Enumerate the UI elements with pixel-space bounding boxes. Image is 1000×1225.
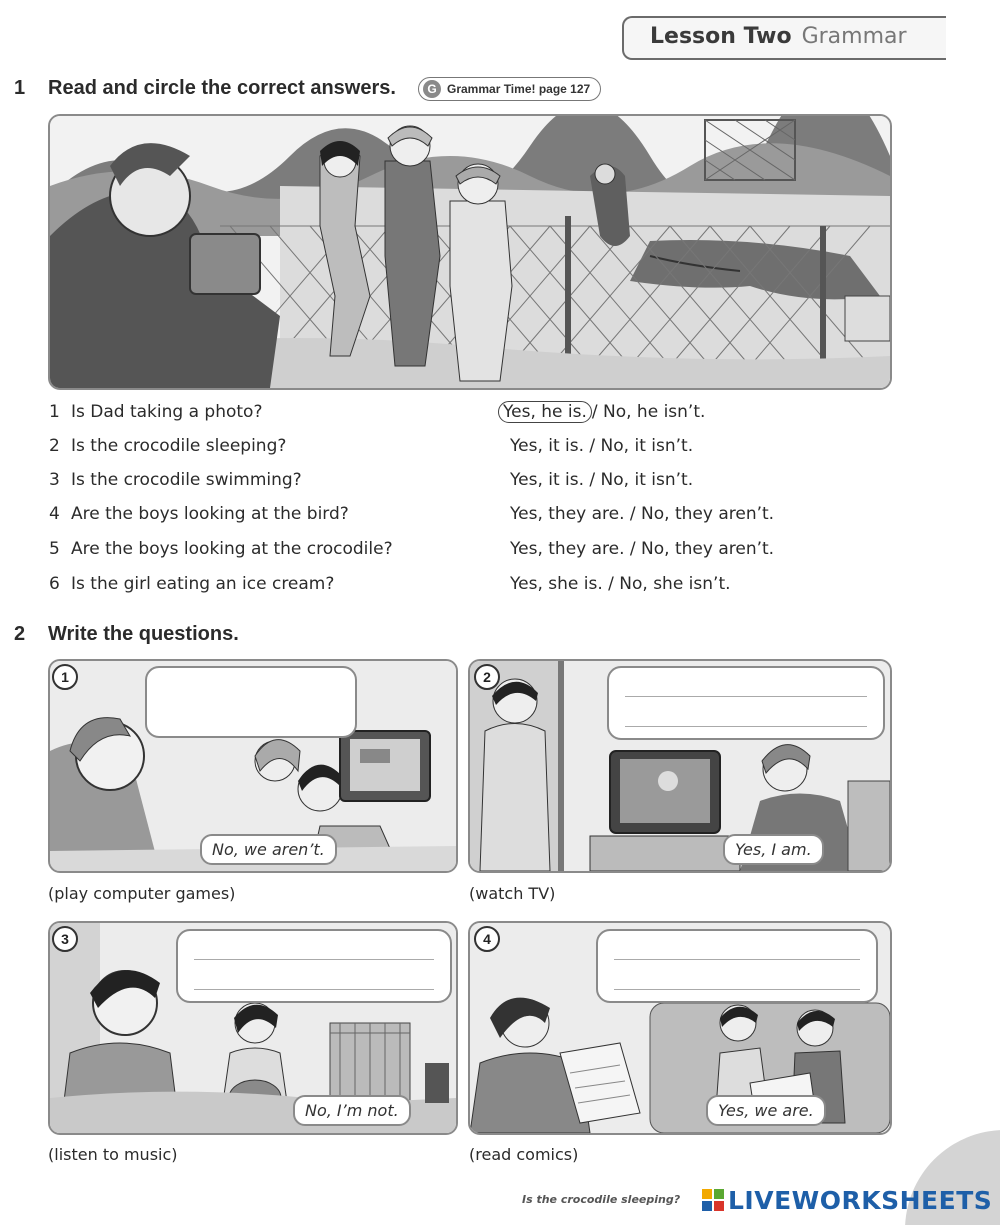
- answer-6[interactable]: Yes, she is. / No, she isn’t.: [510, 574, 731, 594]
- question-6: [49, 574, 334, 594]
- zoo-scene-drawing: [50, 116, 890, 388]
- answer-1[interactable]: [503, 402, 706, 422]
- question-text: Is the girl eating an ice cream?: [71, 574, 335, 594]
- picture-3-speech-bubble[interactable]: [176, 929, 452, 1003]
- picture-4-number: 4: [474, 926, 500, 952]
- question-text: Is Dad taking a photo?: [71, 402, 263, 422]
- question-4: [49, 504, 349, 524]
- answer-writing-line: [194, 989, 434, 990]
- answer-option[interactable]: / No, he isn’t.: [591, 402, 706, 422]
- answer-3[interactable]: Yes, it is. / No, it isn’t.: [510, 470, 694, 490]
- picture-2-reply: Yes, I am.: [723, 834, 824, 865]
- exercise-2-number: 2: [14, 623, 26, 645]
- question-2: [49, 436, 286, 456]
- exercise-1-number: 1: [14, 77, 26, 99]
- picture-3-reply: No, I’m not.: [293, 1095, 411, 1126]
- question-number: 1: [49, 402, 60, 422]
- exercise-1-heading: [14, 77, 396, 100]
- question-number: 3: [49, 470, 60, 490]
- picture-4-speech-bubble[interactable]: [596, 929, 878, 1003]
- answer-writing-line: [194, 959, 434, 960]
- circled-answer[interactable]: Yes, he is.: [498, 401, 592, 423]
- exercise-1-instruction: Read and circle the correct answers.: [48, 77, 396, 99]
- question-number: 6: [49, 574, 60, 594]
- question-number: 2: [49, 436, 60, 456]
- picture-3-number: 3: [52, 926, 78, 952]
- answer-4[interactable]: Yes, they are. / No, they aren’t.: [510, 504, 775, 524]
- grammar-reference-text: Grammar Time! page 127: [447, 82, 591, 96]
- question-1: [49, 402, 262, 422]
- question-text: Are the boys looking at the crocodile?: [71, 539, 393, 559]
- answer-5[interactable]: Yes, they are. / No, they aren’t.: [510, 539, 775, 559]
- question-text: Are the boys looking at the bird?: [71, 504, 349, 524]
- picture-2-caption: (watch TV): [469, 884, 556, 903]
- picture-1-speech-bubble: [145, 666, 357, 738]
- answer-writing-line: [625, 726, 867, 727]
- question-5: [49, 539, 393, 559]
- answer-2[interactable]: Yes, it is. / No, it isn’t.: [510, 436, 694, 456]
- picture-4-reply: Yes, we are.: [706, 1095, 826, 1126]
- picture-1-reply: No, we aren’t.: [200, 834, 337, 865]
- question-text: Is the crocodile swimming?: [71, 470, 302, 490]
- zoo-illustration: [48, 114, 892, 390]
- answer-writing-line: [614, 959, 860, 960]
- picture-2-speech-bubble[interactable]: [607, 666, 885, 740]
- picture-1-caption: (play computer games): [48, 884, 236, 903]
- answer-writing-line: [614, 989, 860, 990]
- running-footer-question: Is the crocodile sleeping?: [522, 1193, 681, 1206]
- question-number: 4: [49, 504, 60, 524]
- liveworksheets-brand-text: LIVEWORKSHEETS: [728, 1185, 993, 1215]
- picture-3-caption: (listen to music): [48, 1145, 178, 1164]
- question-text: Is the crocodile sleeping?: [71, 436, 287, 456]
- lesson-title: Lesson Two: [650, 24, 792, 49]
- grammar-reference-link[interactable]: [418, 77, 601, 101]
- liveworksheets-logo[interactable]: [702, 1183, 992, 1217]
- lesson-topic: Grammar: [801, 24, 907, 49]
- picture-4-caption: (read comics): [469, 1145, 579, 1164]
- picture-2-number: 2: [474, 664, 500, 690]
- grammar-g-icon: G: [423, 80, 441, 98]
- question-number: 5: [49, 539, 60, 559]
- answer-writing-line: [625, 696, 867, 697]
- exercise-2-instruction: Write the questions.: [48, 623, 239, 645]
- picture-1-number: 1: [52, 664, 78, 690]
- lesson-header-tab: [622, 16, 946, 60]
- question-3: [49, 470, 302, 490]
- exercise-2-heading: [14, 623, 239, 646]
- liveworksheets-grid-icon: [702, 1189, 724, 1211]
